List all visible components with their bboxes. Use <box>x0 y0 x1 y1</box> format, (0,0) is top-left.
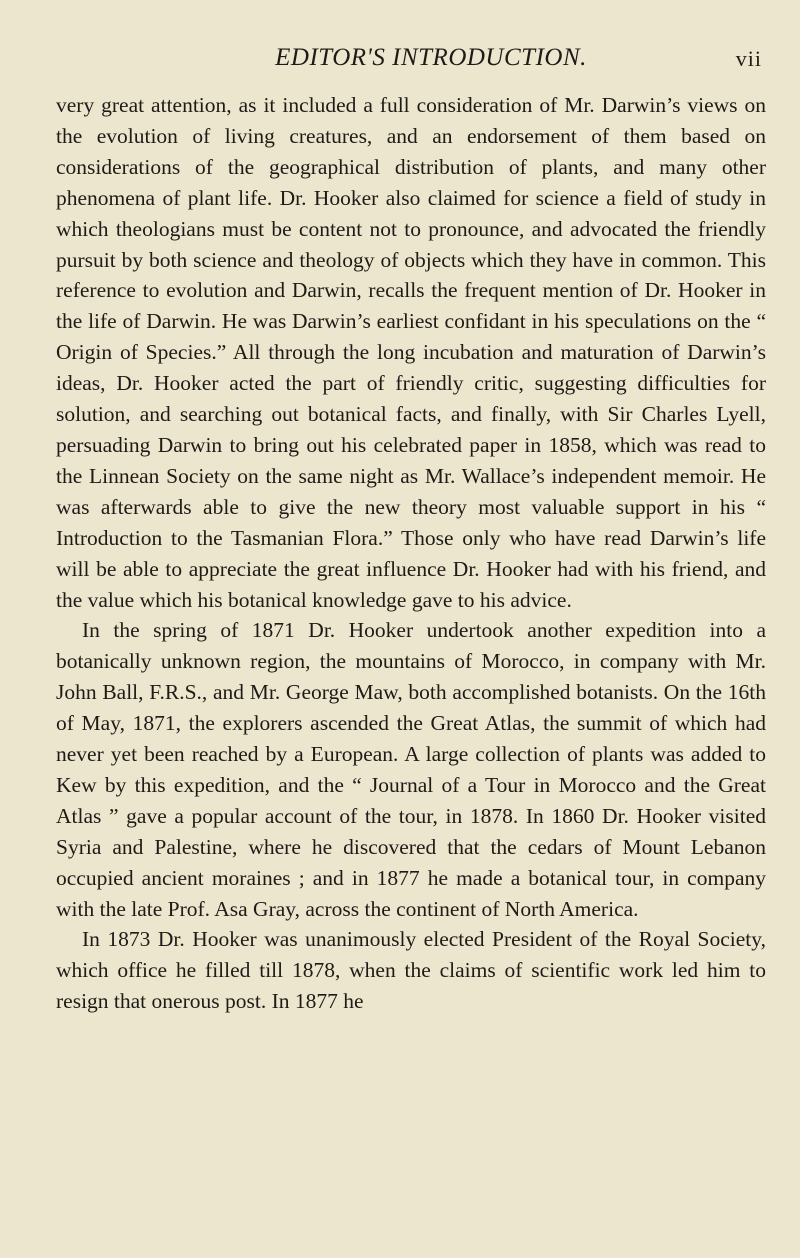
paragraph-darwin: very great attention, as it included a full consideration of Mr. Darwin’s views on the evolution of living creatures, and an endorsement of them based on considerations of the geographical distribution of plants, and many other phenomena of plant life. Dr. Hooker also claimed for science a field of study in which theologians must be content not to pronounce, and advocated the friendly pursuit by both science and theology of objects which they have in common. This reference to evolution and Darwin, recalls the frequent mention of Dr. Hooker in the life of Darwin. He was Darwin’s earliest confidant in his speculations on the “ Origin of Species.” All through the long incubation and maturation of Darwin’s ideas, Dr. Hooker acted the part of friendly critic, suggesting difficulties for solution, and searching out botanical facts, and finally, with Sir Charles Lyell, persuading Darwin to bring out his celebrated paper in 1858, which was read to the Linnean Society on the same night as Mr. Wallace’s independent memoir. He was afterwards able to give the new theory most valuable support in his “ Introduction to the Tasmanian Flora.” Those only who have read Darwin’s life will be able to appreciate the great influence Dr. Hooker had with his friend, and the value which his botanical knowledge gave to his advice. <box>56 93 766 612</box>
paragraph-morocco: In the spring of 1871 Dr. Hooker undertook another expedition into a botanically unknown region, the mountains of Morocco, in company with Mr. John Ball, F.R.S., and Mr. George Maw, both accomplished botanists. On the 16th of May, 1871, the explorers ascended the Great Atlas, the summit of which had never yet been reached by a European. A large collection of plants was added to Kew by this expedition, and the “ Journal of a Tour in Morocco and the Great Atlas ” gave a popular account of the tour, in 1878. In 1860 Dr. Hooker visited Syria and Palestine, where he discovered that the cedars of Mount Lebanon occupied ancient moraines ; and in 1877 he made a botanical tour, in company with the late Prof. Asa Gray, across the continent of North America. <box>56 618 766 921</box>
running-header <box>56 44 766 84</box>
body-text <box>56 90 766 1017</box>
paragraph-royal-society: In 1873 Dr. Hooker was unanimously elected President of the Royal Society, which office he filled till 1878, when the claims of scientific work led him to resign that onerous post. In 1877 he <box>56 927 766 1014</box>
page-number: vii <box>735 46 762 71</box>
running-title: EDITOR'S INTRODUCTION. <box>275 44 587 71</box>
